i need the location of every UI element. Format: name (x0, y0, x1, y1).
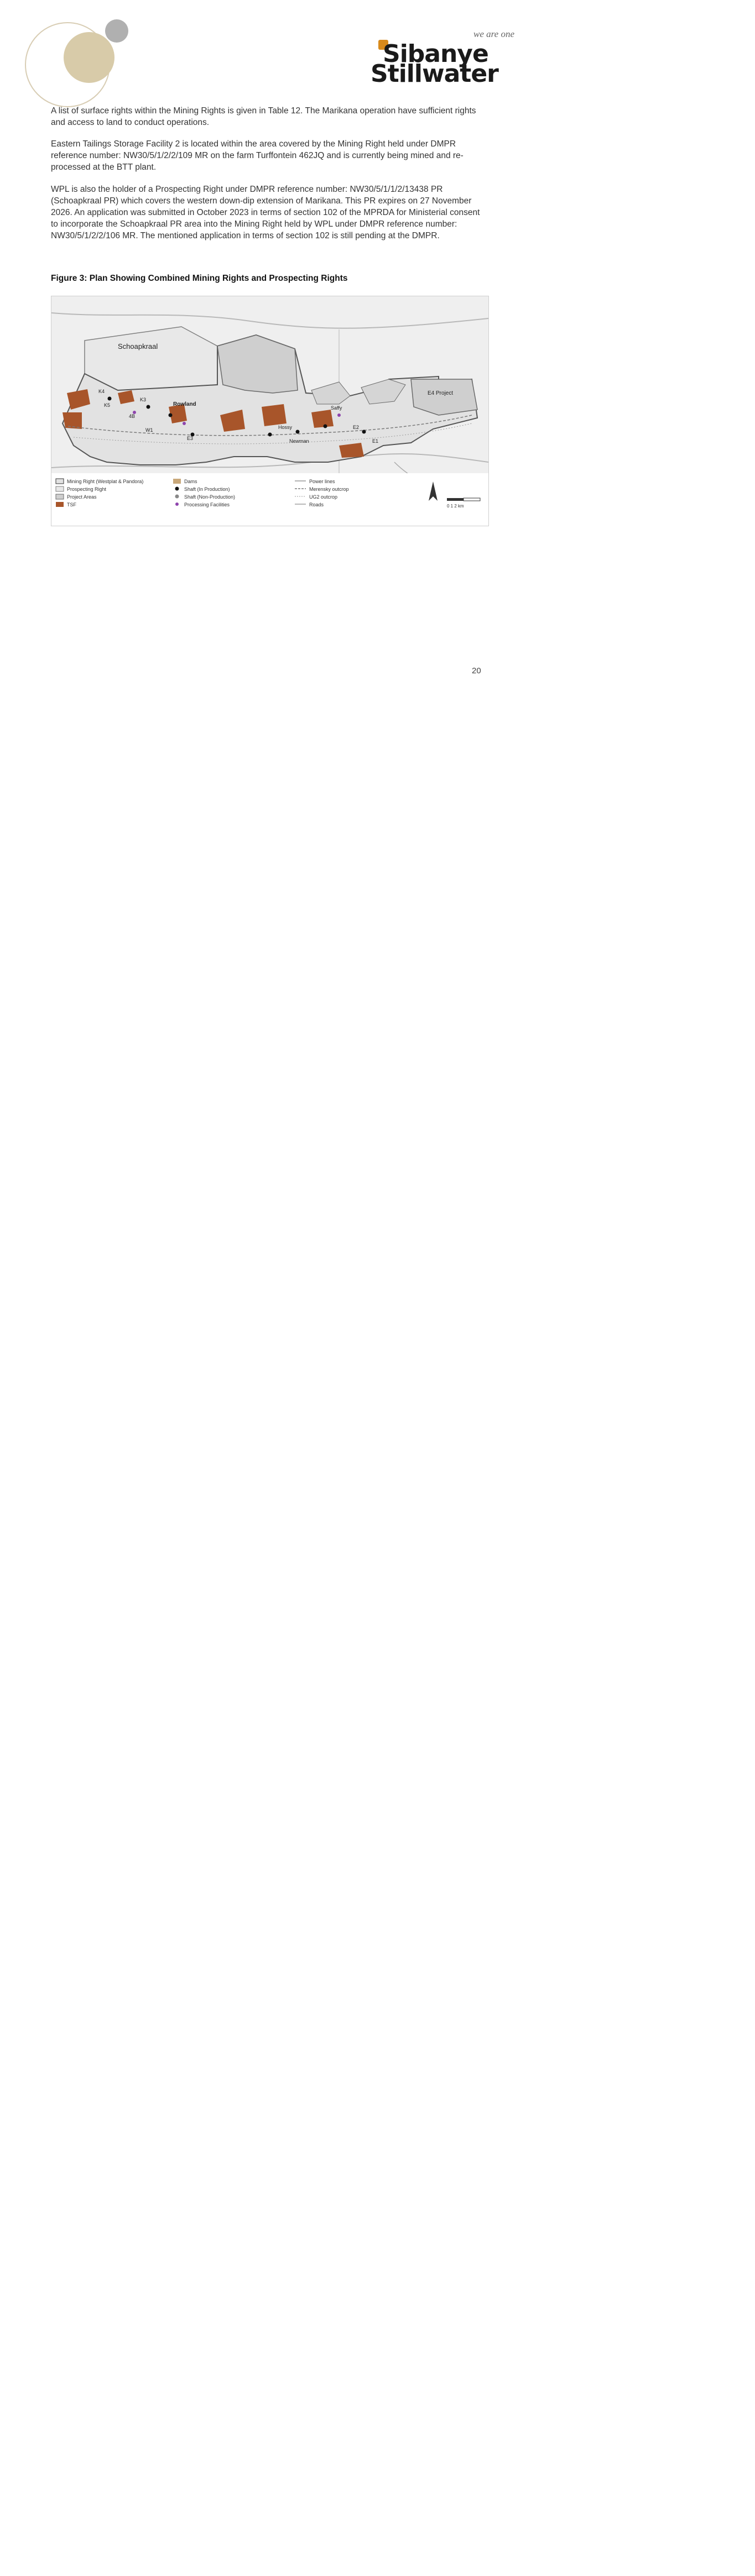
legend-label: Dams (184, 479, 197, 484)
legend-label: Shaft (Non-Production) (184, 494, 236, 500)
map-label-k3: K3 (140, 397, 147, 402)
legend-label: Mining Right (Westplat & Pandora) (67, 479, 144, 484)
map-label-k4: K4 (98, 389, 105, 394)
shaft-marker (324, 425, 327, 428)
header-decoration (25, 17, 130, 100)
shaft-marker (169, 413, 173, 417)
shaft-marker (147, 405, 150, 409)
page-number: 20 (472, 666, 481, 676)
map-label-newman: Newman (289, 438, 309, 444)
legend-label: Prospecting Right (67, 486, 107, 492)
legend-label: Project Areas (67, 494, 97, 500)
shaft-marker (108, 397, 112, 401)
legend-swatch-prospecting (56, 486, 64, 491)
legend-label: Shaft (In Production) (184, 486, 230, 492)
map-label-w1: W1 (145, 427, 153, 433)
map-label-e4-project: E4 Project (428, 390, 454, 396)
map-legend (51, 473, 488, 526)
map-label-e2: E2 (353, 425, 360, 430)
scale-label: 0 1 2 km (447, 504, 464, 509)
legend-label: Roads (309, 502, 324, 507)
map-canvas (51, 296, 488, 526)
figure-title: Figure 3: Plan Showing Combined Mining Rights and Prospecting Rights (51, 274, 348, 283)
logo-tagline: we are one (473, 29, 514, 39)
paragraph-surface-rights: A list of surface rights within the Mining Rights is given in Table 12. The Marikana operation have sufficient rights and access to land to conduct operations. (51, 106, 476, 127)
legend-label: Power lines (309, 479, 335, 484)
legend-label: Merensky outcrop (309, 486, 349, 492)
shaft-marker (268, 433, 272, 437)
map-label-rowland: Rowland (173, 401, 196, 407)
decorative-gold-circle (64, 32, 114, 83)
map-label-saffy: Saffy (331, 405, 342, 411)
tsf-patch (311, 410, 334, 428)
tsf-patch (262, 404, 287, 426)
company-logo (371, 29, 514, 87)
map-label-e1: E1 (372, 438, 379, 444)
map-label-4b: 4B (129, 413, 136, 419)
paragraph-eastern-tsf: Eastern Tailings Storage Facility 2 is located within the area covered by the Mining Right held under DMPR reference number: NW30/5/1/2/2/109 MR on the farm Turffontein 462JQ and is currently being mined and re-processed at the BTT plant. (51, 139, 464, 172)
logo-line-2: Stillwater (371, 60, 498, 88)
legend-swatch-shaft-nonprod (175, 495, 179, 499)
legend-label: UG2 outcrop (309, 494, 338, 500)
legend-swatch-mining-right (56, 479, 64, 484)
legend-swatch-dams (173, 479, 181, 484)
legend-label: Processing Facilities (184, 502, 230, 507)
legend-swatch-processing (175, 502, 179, 506)
legend-swatch-project (56, 494, 64, 499)
scale-bar-segment (464, 498, 480, 501)
map-label-hossy: Hossy (278, 425, 293, 430)
logo-line-1: Sibanye (383, 40, 488, 68)
processing-facility-marker (183, 422, 186, 425)
shaft-marker (296, 430, 300, 434)
legend-label: TSF (67, 502, 76, 507)
processing-facility-marker (337, 413, 341, 417)
shaft-marker (362, 430, 366, 434)
mining-rights-map (51, 296, 489, 526)
legend-swatch-tsf (56, 502, 64, 507)
map-label-e3: E3 (187, 436, 194, 441)
decorative-grey-circle (105, 19, 128, 43)
paragraph-prospecting-right: WPL is also the holder of a Prospecting Right under DMPR reference number: NW30/5/1/1/2/13438 PR (Schoapkraal PR) which covers the western down-dip extension of Marikana. This PR expires on 27 November 2026. An application was submitted in October 2023 in terms of section 102 of the MPRDA for Ministerial consent to incorporate the Schoapkraal PR area into the Mining Right held by WPL under DMPR reference number: NW30/5/1/2/2/106 MR. The mentioned application in terms of section 102 is still pending at the DMPR. (51, 185, 480, 240)
map-label-schoapkraal: Schoapkraal (118, 342, 158, 350)
tsf-patch (63, 412, 82, 429)
legend-swatch-shaft (175, 487, 179, 491)
map-label-k5: K5 (104, 402, 111, 408)
